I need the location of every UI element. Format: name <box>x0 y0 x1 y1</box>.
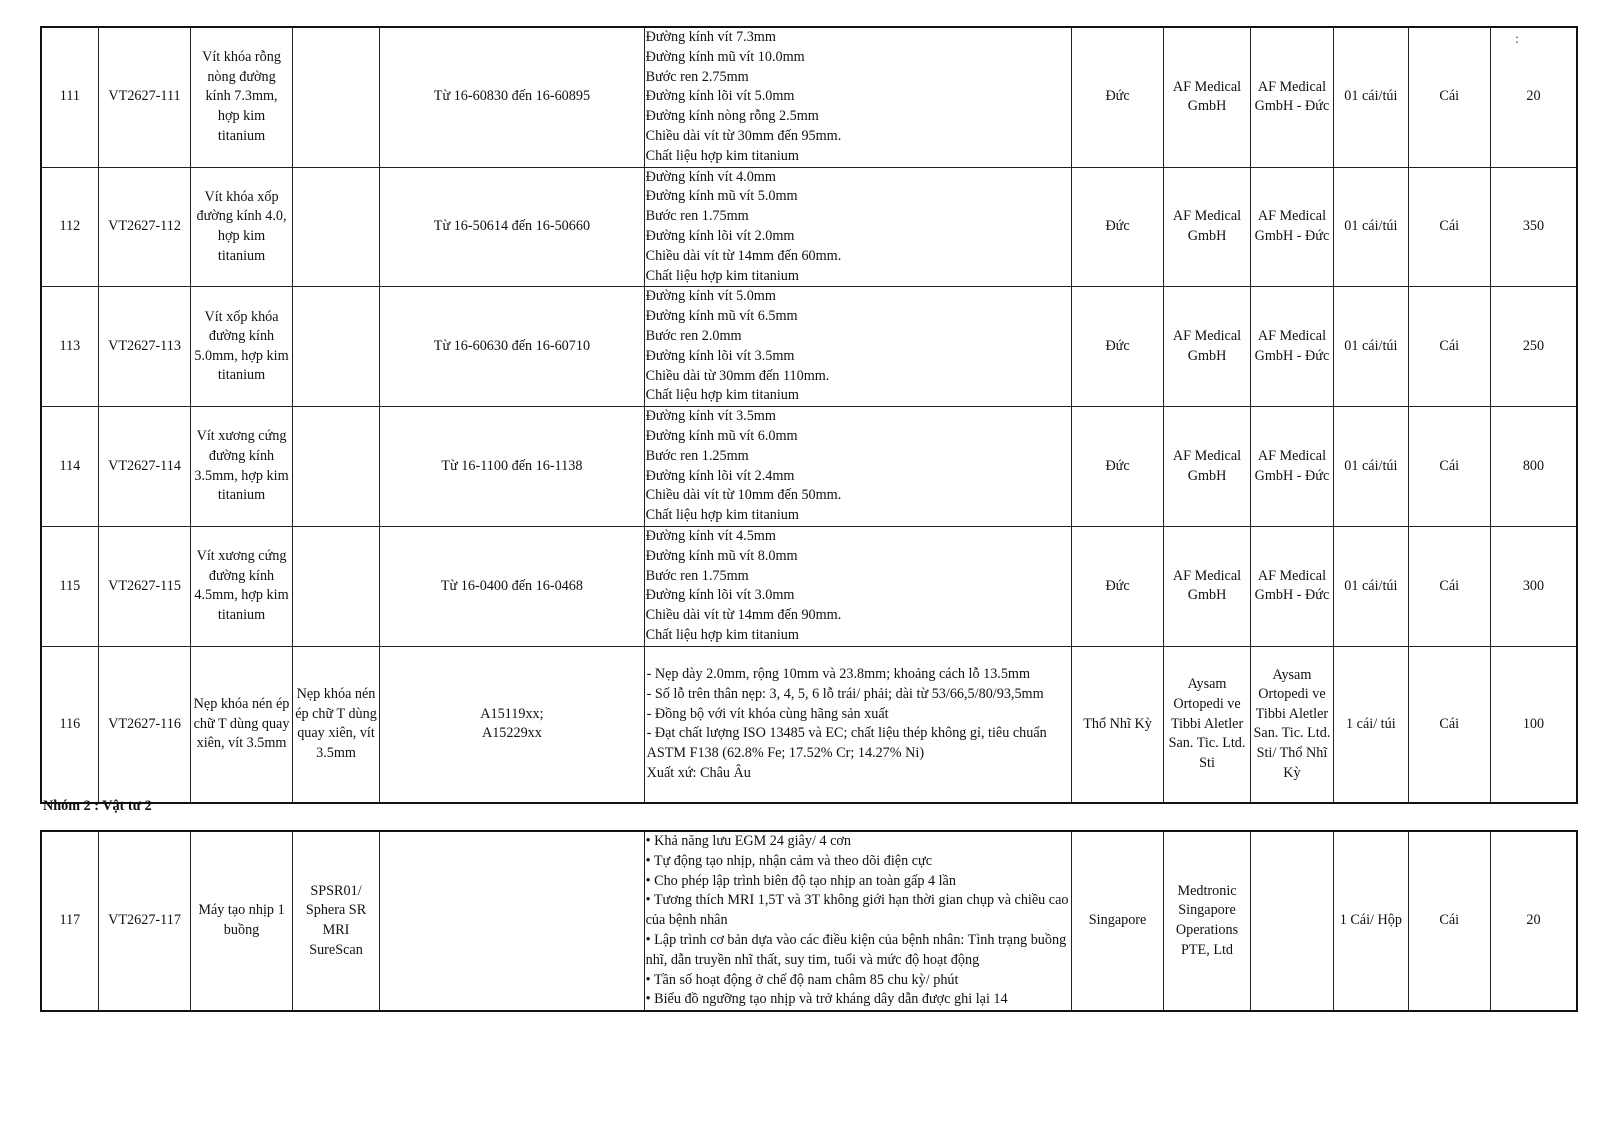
item-code: VT2627-111 <box>98 27 190 167</box>
row-number: 111 <box>41 27 98 167</box>
manufacturer: AF Medical GmbH <box>1164 287 1250 407</box>
manufacturer: Medtronic Singapore Operations PTE, Ltd <box>1164 831 1250 1011</box>
manufacturer: Aysam Ortopedi ve Tibbi Aletler San. Tic. Ltd. Sti <box>1164 646 1250 803</box>
quantity: 20 <box>1490 831 1577 1011</box>
spec-line: Đường kính vít 4.0mm <box>645 168 776 185</box>
technical-specs <box>644 167 1071 287</box>
technical-specs <box>644 27 1071 167</box>
unit: Cái <box>1408 646 1490 803</box>
spec-line: • Cho phép lập trình biên độ tạo nhịp an toàn gấp 4 lần <box>645 872 956 889</box>
item-code: VT2627-114 <box>98 407 190 527</box>
spec-line: Bước ren 2.75mm <box>645 68 749 85</box>
manufacturer: AF Medical GmbH <box>1164 167 1250 287</box>
packaging: 01 cái/túi <box>1334 167 1408 287</box>
packaging: 01 cái/túi <box>1334 27 1408 167</box>
spec-line: Chiều dài vít từ 14mm đến 90mm. <box>645 607 842 624</box>
table-row <box>41 831 1577 1011</box>
license-owner: AF Medical GmbH - Đức <box>1250 526 1333 646</box>
packaging: 1 cái/ túi <box>1334 646 1408 803</box>
spec-line: Đường kính vít 4.5mm <box>645 527 776 544</box>
model-code <box>380 831 644 1011</box>
trade-name <box>292 526 379 646</box>
spec-line: Đường kính vít 3.5mm <box>645 408 776 425</box>
spec-line: Đường kính mũ vít 6.0mm <box>645 427 798 444</box>
unit: Cái <box>1408 831 1490 1011</box>
origin-country: Singapore <box>1071 831 1163 1011</box>
item-name: Vít xương cứng đường kính 4.5mm, hợp kim titanium <box>191 526 293 646</box>
row-number: 112 <box>41 167 98 287</box>
technical-specs <box>644 831 1071 1011</box>
spec-line: Chiều dài vít từ 10mm đến 50mm. <box>645 487 842 504</box>
spec-line: Đường kính vít 5.0mm <box>645 288 776 305</box>
spec-line: Đường kính lõi vít 5.0mm <box>645 88 795 105</box>
unit: Cái <box>1408 526 1490 646</box>
spec-line: Đường kính mũ vít 8.0mm <box>645 547 798 564</box>
model-code: A15119xx; A15229xx <box>380 646 644 803</box>
item-code: VT2627-116 <box>98 646 190 803</box>
origin-country: Đức <box>1071 27 1163 167</box>
origin-country: Đức <box>1071 167 1163 287</box>
spec-line: Xuất xứ: Châu Âu <box>646 765 751 782</box>
technical-specs <box>644 526 1071 646</box>
item-name: Vít khóa xốp đường kính 4.0, hợp kim titanium <box>191 167 293 287</box>
spec-line: Bước ren 1.75mm <box>645 208 749 225</box>
packaging: 01 cái/túi <box>1334 407 1408 527</box>
license-owner: AF Medical GmbH - Đức <box>1250 407 1333 527</box>
model-code: Từ 16-50614 đến 16-50660 <box>380 167 644 287</box>
spec-line: Chất liệu hợp kim titanium <box>645 387 799 404</box>
table-row <box>41 407 1577 527</box>
spec-line: - Nẹp dày 2.0mm, rộng 10mm và 23.8mm; khoảng cách lỗ 13.5mm <box>646 666 1031 683</box>
quantity: 100 <box>1490 646 1577 803</box>
quantity: 300 <box>1490 526 1577 646</box>
model-code: Từ 16-60830 đến 16-60895 <box>380 27 644 167</box>
trade-name <box>292 287 379 407</box>
packaging: 01 cái/túi <box>1334 526 1408 646</box>
model-code: Từ 16-1100 đến 16-1138 <box>380 407 644 527</box>
origin-country: Đức <box>1071 407 1163 527</box>
spec-line: Đường kính mũ vít 5.0mm <box>645 188 798 205</box>
origin-country: Đức <box>1071 287 1163 407</box>
spec-line: Bước ren 2.0mm <box>645 327 742 344</box>
spec-line: - Số lỗ trên thân nẹp: 3, 4, 5, 6 lỗ trái/ phải; dài từ 53/66,5/80/93,5mm <box>646 685 1044 702</box>
quantity: 250 <box>1490 287 1577 407</box>
item-code: VT2627-112 <box>98 167 190 287</box>
item-name: Vít xốp khóa đường kính 5.0mm, hợp kim titanium <box>191 287 293 407</box>
products-table-group1 <box>40 26 1578 804</box>
item-name: Máy tạo nhịp 1 buồng <box>191 831 293 1011</box>
spec-line: Đường kính mũ vít 10.0mm <box>645 48 805 65</box>
spec-line: Chất liệu hợp kim titanium <box>645 507 799 524</box>
spec-line: Chiều dài vít từ 30mm đến 95mm. <box>645 127 842 144</box>
table-row <box>41 646 1577 803</box>
spec-line: Đường kính vít 7.3mm <box>645 29 776 45</box>
quantity: 20 <box>1490 27 1577 167</box>
table-row <box>41 167 1577 287</box>
table-row <box>41 526 1577 646</box>
table-row <box>41 27 1577 167</box>
spec-line: • Tương thích MRI 1,5T và 3T không giới hạn thời gian chụp và chiều cao của bệnh nhân <box>645 892 1069 929</box>
spec-line: Chất liệu hợp kim titanium <box>645 267 799 284</box>
unit: Cái <box>1408 407 1490 527</box>
spec-line: Đường kính lõi vít 3.5mm <box>645 347 795 364</box>
scan-mark: : <box>1515 32 1519 47</box>
technical-specs <box>644 287 1071 407</box>
spec-line: Đường kính lõi vít 2.4mm <box>645 467 795 484</box>
item-code: VT2627-117 <box>98 831 190 1011</box>
spec-line: Bước ren 1.75mm <box>645 567 749 584</box>
spec-line: Đường kính mũ vít 6.5mm <box>645 308 798 325</box>
packaging: 1 Cái/ Hộp <box>1334 831 1408 1011</box>
item-name: Nẹp khóa nén ép chữ T dùng quay xiên, vít 3.5mm <box>191 646 293 803</box>
spec-line: - Đồng bộ với vít khóa cùng hãng sản xuất <box>646 705 889 722</box>
row-number: 114 <box>41 407 98 527</box>
license-owner: AF Medical GmbH - Đức <box>1250 167 1333 287</box>
spec-line: • Tần số hoạt động ở chế độ nam châm 85 chu kỳ/ phút <box>645 971 959 988</box>
trade-name: Nẹp khóa nén ép chữ T dùng quay xiên, vít 3.5mm <box>292 646 379 803</box>
manufacturer: AF Medical GmbH <box>1164 526 1250 646</box>
model-code: Từ 16-60630 đến 16-60710 <box>380 287 644 407</box>
technical-specs <box>644 407 1071 527</box>
trade-name <box>292 407 379 527</box>
row-number: 117 <box>41 831 98 1011</box>
item-name: Vít xương cứng đường kính 3.5mm, hợp kim titanium <box>191 407 293 527</box>
technical-specs <box>644 646 1071 803</box>
unit: Cái <box>1408 167 1490 287</box>
trade-name <box>292 27 379 167</box>
spec-line: Chiều dài từ 30mm đến 110mm. <box>645 367 830 384</box>
row-number: 113 <box>41 287 98 407</box>
group-2-heading: Nhóm 2 : Vật tư 2 <box>43 798 152 814</box>
license-owner: AF Medical GmbH - Đức <box>1250 27 1333 167</box>
manufacturer: AF Medical GmbH <box>1164 27 1250 167</box>
spec-line: Đường kính lõi vít 2.0mm <box>645 227 795 244</box>
license-owner: Aysam Ortopedi ve Tibbi Aletler San. Tic. Ltd. Sti/ Thổ Nhĩ Kỳ <box>1250 646 1333 803</box>
trade-name <box>292 167 379 287</box>
spec-line: Chiều dài vít từ 14mm đến 60mm. <box>645 247 842 264</box>
item-code: VT2627-113 <box>98 287 190 407</box>
spec-line: • Khả năng lưu EGM 24 giây/ 4 cơn <box>645 833 851 849</box>
spec-line: Chất liệu hợp kim titanium <box>645 147 799 164</box>
spec-line: Bước ren 1.25mm <box>645 447 749 464</box>
packaging: 01 cái/túi <box>1334 287 1408 407</box>
trade-name: SPSR01/ Sphera SR MRI SureScan <box>292 831 379 1011</box>
model-code: Từ 16-0400 đến 16-0468 <box>380 526 644 646</box>
spec-line: • Biểu đồ ngưỡng tạo nhịp và trở kháng dây dẫn được ghi lại 14 <box>645 991 1008 1008</box>
quantity: 800 <box>1490 407 1577 527</box>
license-owner: AF Medical GmbH - Đức <box>1250 287 1333 407</box>
quantity: 350 <box>1490 167 1577 287</box>
spec-line: • Lập trình cơ bản dựa vào các điều kiện của bệnh nhân: Tình trạng buồng nhĩ, dẫn truyền nhĩ thất, suy tim, tuổi và mức độ hoạt động <box>645 931 1067 968</box>
spec-line: • Tự động tạo nhịp, nhận cảm và theo dõi điện cực <box>645 852 933 869</box>
origin-country: Đức <box>1071 526 1163 646</box>
unit: Cái <box>1408 287 1490 407</box>
spec-line: Đường kính nòng rỗng 2.5mm <box>645 108 819 125</box>
unit: Cái <box>1408 27 1490 167</box>
row-number: 115 <box>41 526 98 646</box>
item-code: VT2627-115 <box>98 526 190 646</box>
products-table-group2 <box>40 830 1578 1012</box>
license-owner <box>1250 831 1333 1011</box>
item-name: Vít khóa rỗng nòng đường kính 7.3mm, hợp kim titanium <box>191 27 293 167</box>
spec-line: Chất liệu hợp kim titanium <box>645 626 799 643</box>
row-number: 116 <box>41 646 98 803</box>
table-row <box>41 287 1577 407</box>
manufacturer: AF Medical GmbH <box>1164 407 1250 527</box>
origin-country: Thổ Nhĩ Kỳ <box>1071 646 1163 803</box>
spec-line: Đường kính lõi vít 3.0mm <box>645 587 795 604</box>
spec-line: - Đạt chất lượng ISO 13485 và EC; chất liệu thép không gỉ, tiêu chuẩn ASTM F138 (62.8% Fe; 17.52% Cr; 14.27% Ni) <box>646 725 1047 762</box>
